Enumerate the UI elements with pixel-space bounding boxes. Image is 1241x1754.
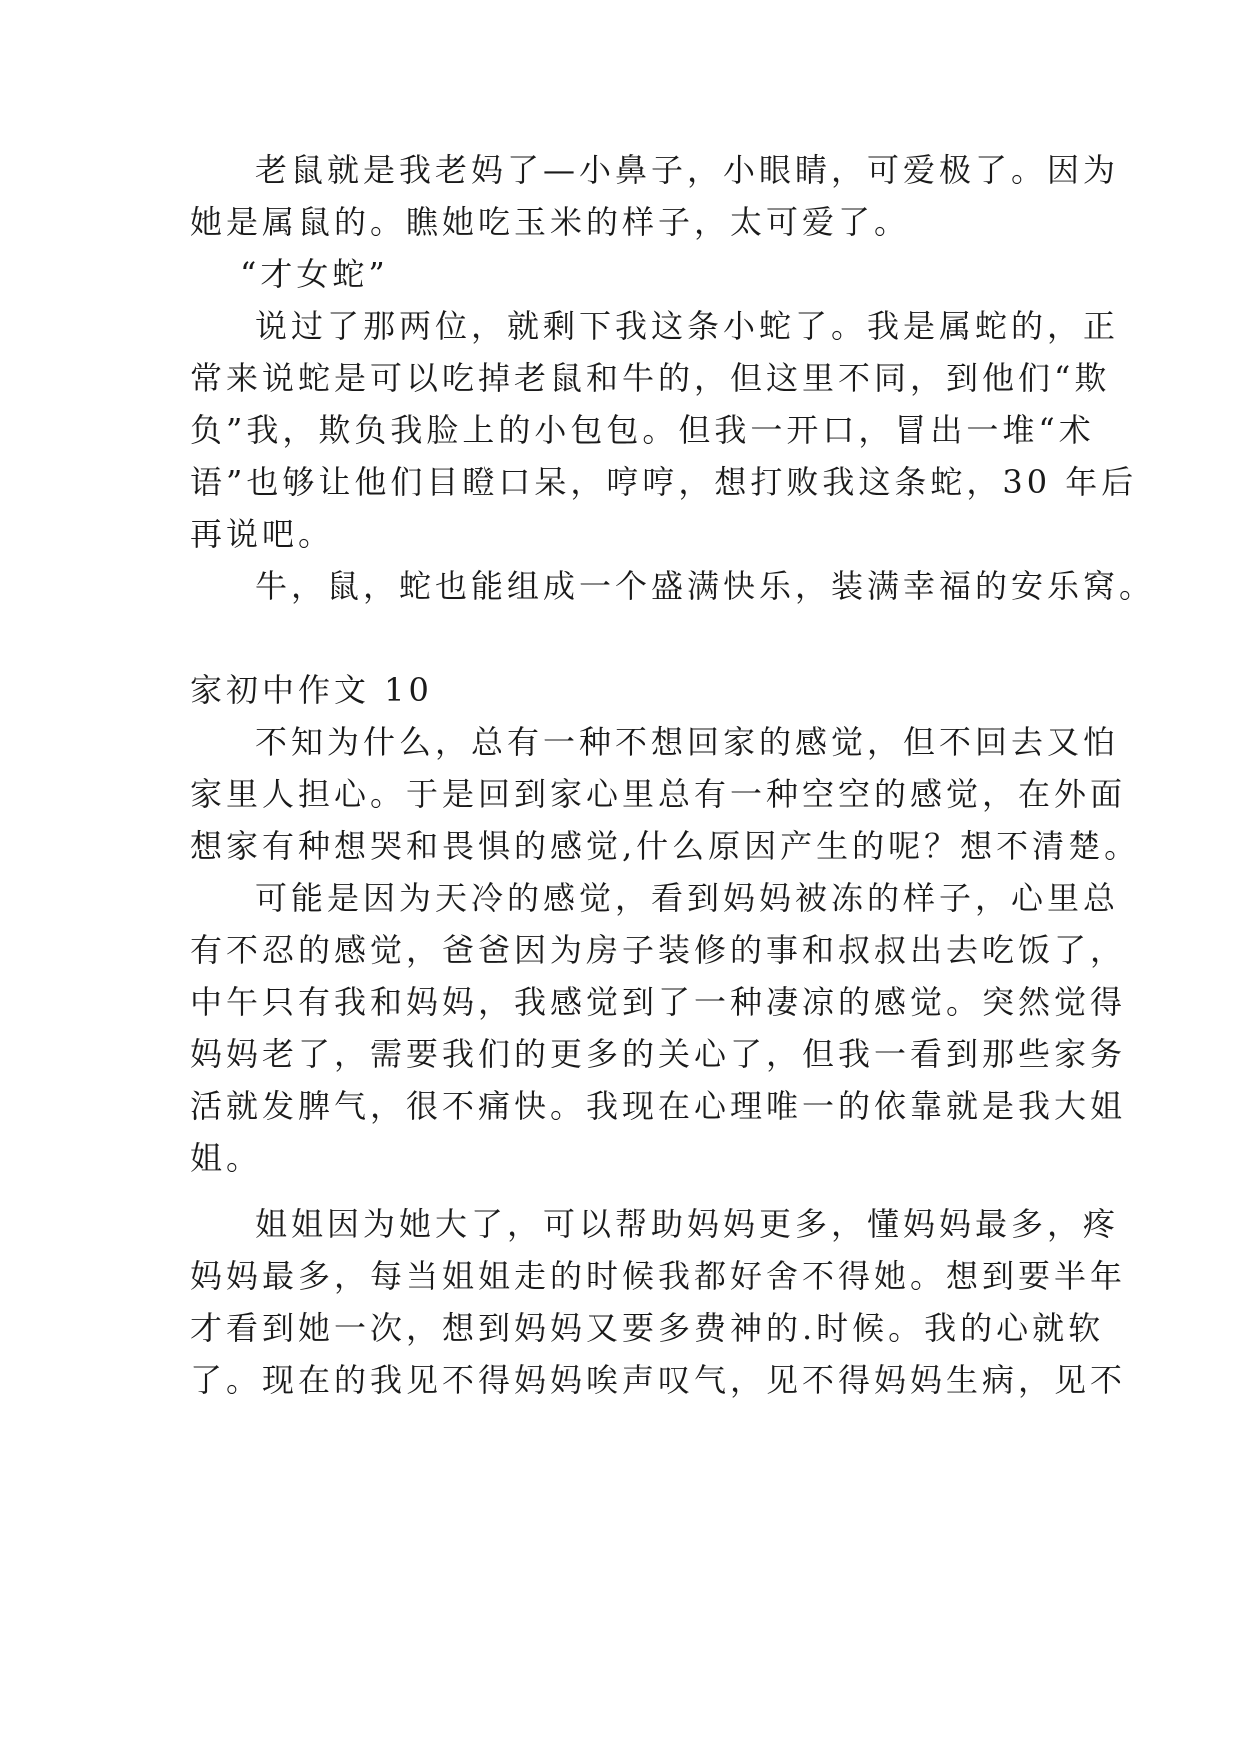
paragraph-line: 了。现在的我见不得妈妈唉声叹气，见不得妈妈生病，见不 [190,1361,1127,1399]
paragraph-line: 妈妈最多，每当姐姐走的时候我都好舍不得她。想到要半年 [190,1257,1127,1295]
paragraph-line: 牛，鼠，蛇也能组成一个盛满快乐，装满幸福的安乐窝。 [255,567,1156,605]
paragraph-line: 姐姐因为她大了，可以帮助妈妈更多，懂妈妈最多，疼 [255,1205,1120,1243]
paragraph-line: 负”我，欺负我脸上的小包包。但我一开口，冒出一堆“术 [190,411,1095,449]
paragraph-line: 可能是因为天冷的感觉，看到妈妈被冻的样子，心里总 [255,879,1120,917]
paragraph-line: 中午只有我和妈妈，我感觉到了一种凄凉的感觉。突然觉得 [190,983,1127,1021]
paragraph-line: 不知为什么，总有一种不想回家的感觉，但不回去又怕 [255,723,1120,761]
paragraph-line: 常来说蛇是可以吃掉老鼠和牛的，但这里不同，到他们“欺 [190,359,1111,397]
paragraph-line: 活就发脾气，很不痛快。我现在心理唯一的依靠就是我大姐 [190,1087,1127,1125]
paragraph-line: 姐。 [190,1139,263,1177]
section-subtitle: “才女蛇” [240,255,389,293]
paragraph-line: 她是属鼠的。瞧她吃玉米的样子，太可爱了。 [190,203,911,241]
paragraph-line: 老鼠就是我老妈了—小鼻子，小眼睛，可爱极了。因为 [255,151,1120,189]
paragraph-line: 家里人担心。于是回到家心里总有一种空空的感觉，在外面 [190,775,1127,813]
paragraph-line: 妈妈老了，需要我们的更多的关心了，但我一看到那些家务 [190,1035,1127,1073]
paragraph-line: 再说吧。 [190,515,335,553]
paragraph-line: 语”也够让他们目瞪口呆，哼哼，想打败我这条蛇，30 年后 [190,463,1138,501]
paragraph-line: 才看到她一次，想到妈妈又要多费神的.时候。我的心就软 [190,1309,1105,1347]
essay-title: 家初中作文 10 [190,671,433,709]
paragraph-line: 有不忍的感觉，爸爸因为房子装修的事和叔叔出去吃饭了， [190,931,1127,969]
paragraph-line: 想家有种想哭和畏惧的感觉,什么原因产生的呢？想不清楚。 [190,827,1141,865]
paragraph-line: 说过了那两位，就剩下我这条小蛇了。我是属蛇的，正 [255,307,1120,345]
